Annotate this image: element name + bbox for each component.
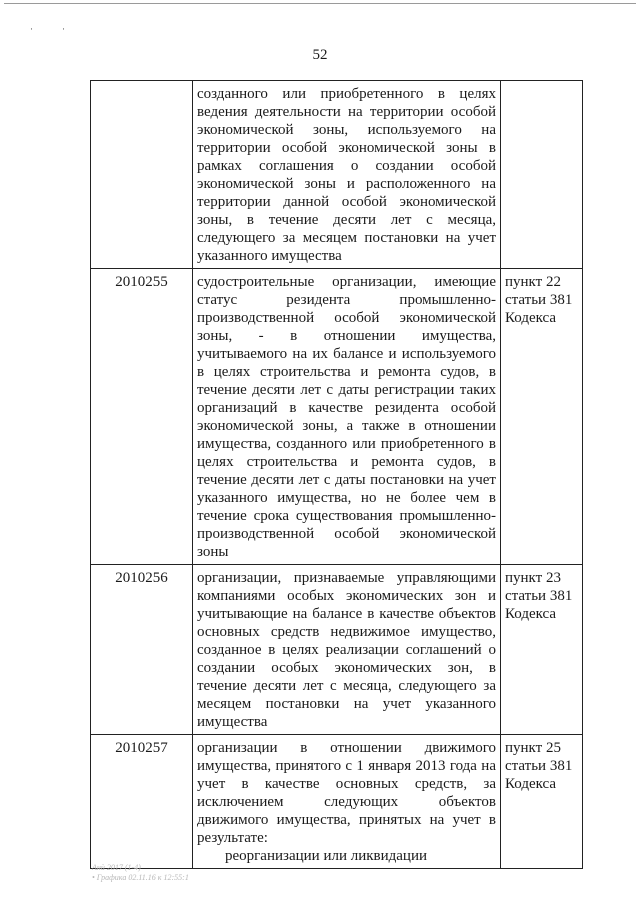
row-reference: пункт 25 статьи 381 Кодекса (501, 735, 583, 869)
table-row (91, 735, 583, 869)
row-text: судостроительные организации, имеющие статус резидента промышленно-производственной особой экономической зоны, - в отношении имущества, учитываемого на их балансе и используемого в целях строительства и ремонта судов, в течение десяти лет с даты регистрации таких организаций в качестве резидента особой экономической зоны, а также в отношении имущества, созданного или приобретенного в целях строительства и ремонта судов, в течение десяти лет с даты постановки на учет указанного имущества, но не более чем в течение срока существования промышленно-производственной особой экономической зоны (193, 269, 501, 565)
row-text: организации в отношении движимого имущества, принятого с 1 января 2013 года на учет в качестве основных средств, за исключением следующих объектов движимого имущества, принятых на учет в результате: (197, 740, 496, 846)
scan-edge-line (4, 3, 636, 4)
row-reference: пункт 22 статьи 381 Кодекса (501, 269, 583, 565)
row-text-cell (193, 735, 501, 869)
document-table (90, 80, 583, 869)
row-code: 2010256 (91, 565, 193, 735)
scan-mark-left: · (30, 24, 33, 34)
row-reference (501, 81, 583, 269)
scan-mark-right: · (62, 24, 65, 34)
table-row (91, 565, 583, 735)
footer-line-2: • Графика 02.11.16 к 12:55:1 (92, 873, 189, 882)
page-number: 52 (312, 47, 328, 63)
table-row (91, 81, 583, 269)
row-reference: пункт 23 статьи 381 Кодекса (501, 565, 583, 735)
row-text: созданного или приобретенного в целях ведения деятельности на территории особой экономической зоны, используемого на территории особой экономической зоны в рамках соглашения о создании особой экономической зоны и расположенного на территории данной особой экономической зоны, в течение десяти лет с месяца, следующего за месяцем постановки на учет указанного имущества (193, 81, 501, 269)
footer-stamp (92, 863, 189, 883)
row-code: 2010255 (91, 269, 193, 565)
row-code: 2010257 (91, 735, 193, 869)
footer-line-1: Анѝ 2017 (1-4) (92, 863, 141, 872)
table-row (91, 269, 583, 565)
row-text-continued: реорганизации или ликвидации (225, 848, 428, 864)
row-text: организации, признаваемые управляющими компаниями особых экономических зон и учитывающие на балансе в качестве объектов основных средств недвижимое имущество, созданное в целях реализации соглашений о создании особых экономических зон, в течение десяти лет с месяца, следующего за месяцем постановки на учет указанного имущества (193, 565, 501, 735)
row-code (91, 81, 193, 269)
